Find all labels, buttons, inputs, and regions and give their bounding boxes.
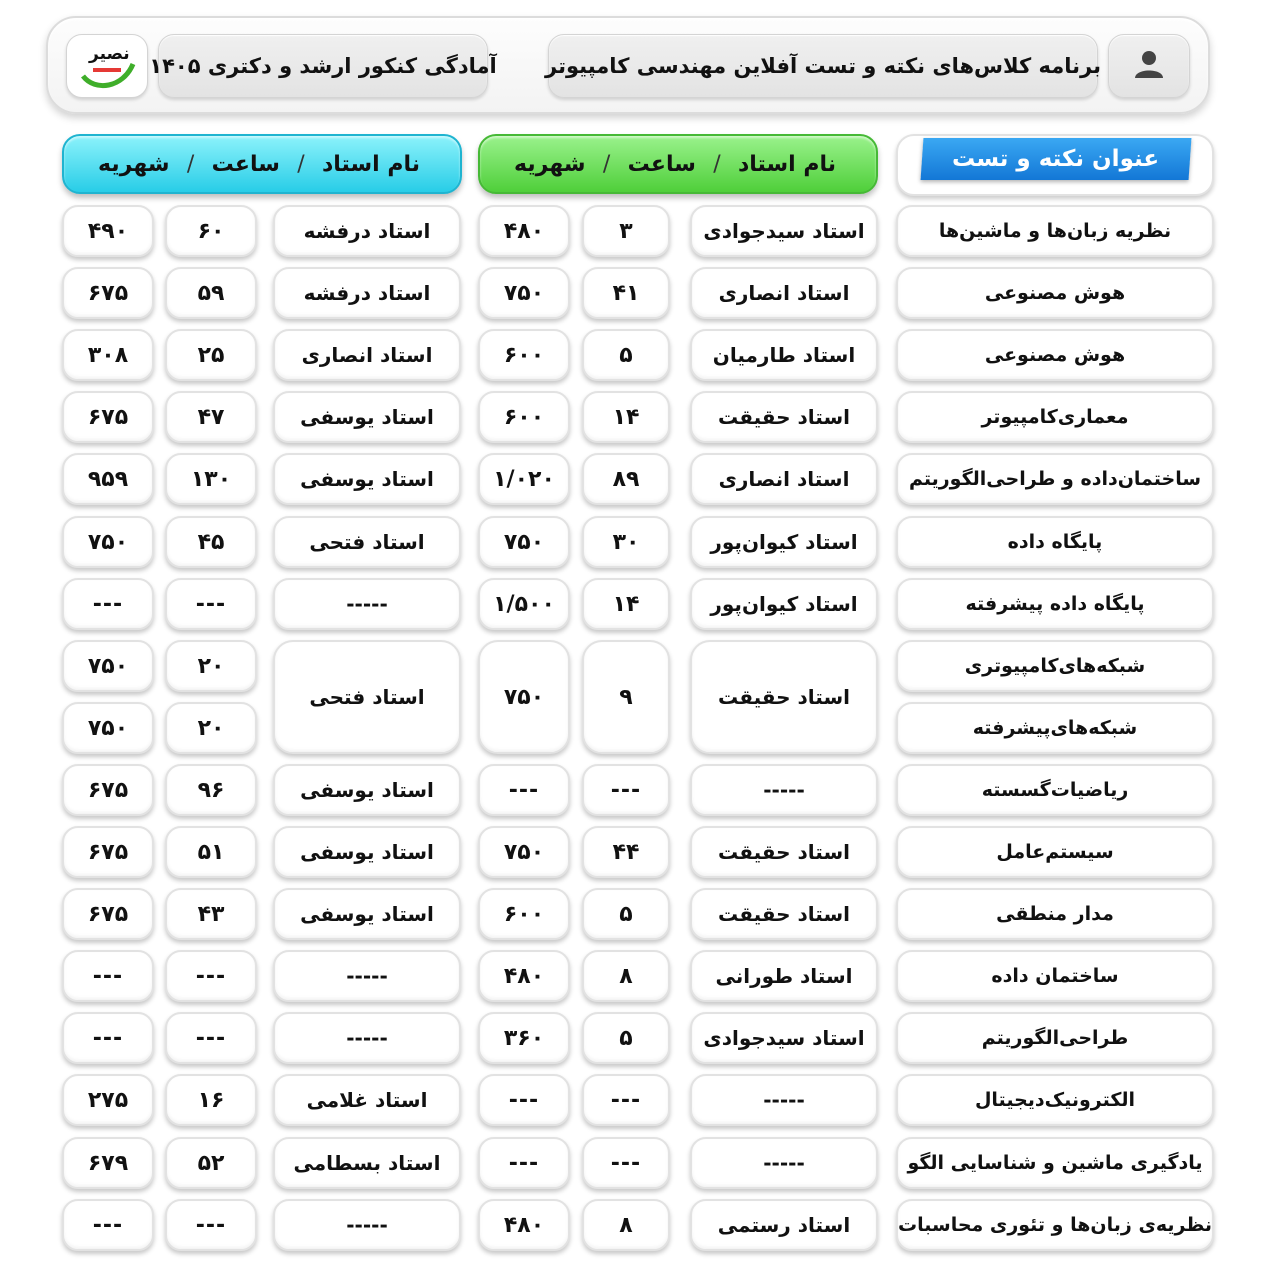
group2-teacher-cell: استاد یوسفی xyxy=(273,826,461,878)
group1-hours-cell: ۴۴ xyxy=(582,826,670,878)
group1-hours-cell: ۸ xyxy=(582,1199,670,1251)
group2-hours-cell: ۱۳۰ xyxy=(165,453,257,505)
group2-teacher-cell: ----- xyxy=(273,1012,461,1064)
group1-header xyxy=(478,134,878,194)
group1-fee-cell: ۶۰۰ xyxy=(478,391,570,443)
group1-fee-cell: --- xyxy=(478,1074,570,1126)
group2-teacher-cell: استاد یوسفی xyxy=(273,453,461,505)
group1-hours-cell: --- xyxy=(582,764,670,816)
group1-fee-cell: ۴۸۰ xyxy=(478,950,570,1002)
group1-sep: / xyxy=(713,151,721,177)
topic-cell: نظریه زبان‌ها و ماشین‌ها xyxy=(896,205,1214,257)
group1-hours-label: ساعت xyxy=(627,151,696,177)
group2-fee-cell: ۶۷۹ xyxy=(62,1137,154,1189)
group2-fee-cell: ۷۵۰ xyxy=(62,640,154,692)
group2-hours-cell: --- xyxy=(165,578,257,630)
group1-teacher-cell: ----- xyxy=(690,764,878,816)
group1-fee-cell: ۶۰۰ xyxy=(478,329,570,381)
group1-fee-cell: ۷۵۰ xyxy=(478,516,570,568)
group2-fee-cell: ۴۹۰ xyxy=(62,205,154,257)
group2-fee-cell: --- xyxy=(62,1012,154,1064)
group2-fee-cell: --- xyxy=(62,950,154,1002)
group1-fee-cell: ۴۸۰ xyxy=(478,1199,570,1251)
topic-cell: پایگاه داده xyxy=(896,516,1214,568)
group2-fee-cell: ۲۷۵ xyxy=(62,1074,154,1126)
topic-cell: مدار منطقی xyxy=(896,888,1214,940)
group1-teacher-cell: استاد انصاری xyxy=(690,267,878,319)
topic-cell: پایگاه داده پیشرفته xyxy=(896,578,1214,630)
group2-teacher-cell: استاد یوسفی xyxy=(273,391,461,443)
group2-hours-cell: --- xyxy=(165,1199,257,1251)
group2-fee-cell: ۶۷۵ xyxy=(62,826,154,878)
group2-fee-cell: ۹۵۹ xyxy=(62,453,154,505)
group1-teacher-cell: استاد سیدجوادی xyxy=(690,1012,878,1064)
group1-teacher-cell: استاد طارمیان xyxy=(690,329,878,381)
group1-hours-cell: ۳۰ xyxy=(582,516,670,568)
group1-hours-cell: ۸۹ xyxy=(582,453,670,505)
topic-cell: ساختمان داده xyxy=(896,950,1214,1002)
group1-hours-cell: ۴۱ xyxy=(582,267,670,319)
topic-cell: هوش مصنوعی xyxy=(896,329,1214,381)
logo-text: نصیر xyxy=(89,44,130,64)
group2-teacher-label: نام استاد xyxy=(321,151,420,177)
group2-hours-cell: ۴۵ xyxy=(165,516,257,568)
group1-hours-cell: ۱۴ xyxy=(582,578,670,630)
group1-teacher-cell: استاد کیوان‌پور xyxy=(690,516,878,568)
topic-cell: یادگیری ماشین و شناسایی الگو xyxy=(896,1137,1214,1189)
group1-teacher-cell: استاد انصاری xyxy=(690,453,878,505)
group2-hours-cell: ۲۰ xyxy=(165,702,257,754)
group1-teacher-cell: استاد کیوان‌پور xyxy=(690,578,878,630)
group2-hours-cell: ۵۹ xyxy=(165,267,257,319)
group2-sep: / xyxy=(297,151,305,177)
group1-fee-cell: ۱/۰۲۰ xyxy=(478,453,570,505)
topic-cell: شبکه‌های‌پیشرفته xyxy=(896,702,1214,754)
topic-header: عنوان نکته و تست xyxy=(921,138,1192,180)
group1-teacher-cell: ----- xyxy=(690,1074,878,1126)
group2-hours-cell: ۲۵ xyxy=(165,329,257,381)
group2-fee-cell: ۶۷۵ xyxy=(62,888,154,940)
group2-fee-cell: ۷۵۰ xyxy=(62,702,154,754)
topic-cell: طراحی‌الگوریتم xyxy=(896,1012,1214,1064)
group2-fee-cell: --- xyxy=(62,1199,154,1251)
logo-box[interactable] xyxy=(66,34,148,98)
group2-teacher-cell: استاد یوسفی xyxy=(273,888,461,940)
topic-cell: هوش مصنوعی xyxy=(896,267,1214,319)
topic-cell: سیستم‌عامل xyxy=(896,826,1214,878)
group2-hours-cell: ۱۶ xyxy=(165,1074,257,1126)
group2-teacher-cell: ----- xyxy=(273,950,461,1002)
group2-fee-cell: ۶۷۵ xyxy=(62,764,154,816)
group2-header xyxy=(62,134,462,194)
group1-teacher-cell: استاد حقیقت xyxy=(690,826,878,878)
group2-hours-cell: ۲۰ xyxy=(165,640,257,692)
group2-teacher-cell: استاد درفشه xyxy=(273,267,461,319)
topic-cell: معماری‌کامپیوتر xyxy=(896,391,1214,443)
group1-hours-cell: ۹ xyxy=(582,640,670,754)
group2-fee-cell: ۳۰۸ xyxy=(62,329,154,381)
group2-teacher-cell: استاد فتحی xyxy=(273,516,461,568)
group2-hours-cell: ۵۱ xyxy=(165,826,257,878)
group1-fee-cell: ۷۵۰ xyxy=(478,826,570,878)
group1-teacher-cell: استاد حقیقت xyxy=(690,640,878,754)
group2-fee-cell: ۷۵۰ xyxy=(62,516,154,568)
group1-hours-cell: ۳ xyxy=(582,205,670,257)
group1-teacher-label: نام استاد xyxy=(737,151,836,177)
group1-hours-cell: ۵ xyxy=(582,1012,670,1064)
group2-fee-cell: ۶۷۵ xyxy=(62,267,154,319)
group2-teacher-cell: ----- xyxy=(273,578,461,630)
group1-fee-cell: ۱/۵۰۰ xyxy=(478,578,570,630)
group1-fee-cell: ۳۶۰ xyxy=(478,1012,570,1064)
group1-hours-cell: ۸ xyxy=(582,950,670,1002)
group1-teacher-cell: استاد حقیقت xyxy=(690,391,878,443)
group2-teacher-cell: استاد فتحی xyxy=(273,640,461,754)
group1-teacher-cell: استاد طورانی xyxy=(690,950,878,1002)
group2-hours-cell: --- xyxy=(165,1012,257,1064)
group1-teacher-cell: ----- xyxy=(690,1137,878,1189)
group1-fee-cell: --- xyxy=(478,764,570,816)
group1-hours-cell: --- xyxy=(582,1137,670,1189)
group1-sep: / xyxy=(602,151,611,177)
group2-teacher-cell: استاد غلامی xyxy=(273,1074,461,1126)
group1-teacher-cell: استاد سیدجوادی xyxy=(690,205,878,257)
group2-hours-label: ساعت xyxy=(211,151,280,177)
group2-hours-cell: ۴۷ xyxy=(165,391,257,443)
topic-cell: نظریه‌ی زبان‌ها و تئوری محاسبات xyxy=(896,1199,1214,1251)
group2-hours-cell: ۶۰ xyxy=(165,205,257,257)
group1-fee-cell: ۶۰۰ xyxy=(478,888,570,940)
group2-fee-cell: ۶۷۵ xyxy=(62,391,154,443)
logo-icon xyxy=(77,42,137,90)
group1-hours-cell: ۵ xyxy=(582,329,670,381)
group1-hours-cell: --- xyxy=(582,1074,670,1126)
program-title: برنامه کلاس‌های نکته و تست آفلاین مهندسی کامپیوتر xyxy=(548,34,1098,98)
group2-sep: / xyxy=(186,151,195,177)
user-button[interactable] xyxy=(1108,34,1190,98)
group1-hours-cell: ۵ xyxy=(582,888,670,940)
program-subtitle: آمادگی کنکور ارشد و دکتری ۱۴۰۵ xyxy=(158,34,488,98)
group1-fee-label: شهریه xyxy=(514,151,586,177)
user-icon xyxy=(1132,49,1166,84)
group2-teacher-cell: ----- xyxy=(273,1199,461,1251)
topic-cell: الکترونیک‌دیجیتال xyxy=(896,1074,1214,1126)
group2-hours-cell: ۴۳ xyxy=(165,888,257,940)
topic-cell: ریاضیات‌گسسته xyxy=(896,764,1214,816)
group2-hours-cell: --- xyxy=(165,950,257,1002)
group1-teacher-cell: استاد رستمی xyxy=(690,1199,878,1251)
group1-teacher-cell: استاد حقیقت xyxy=(690,888,878,940)
group2-fee-label: شهریه xyxy=(98,151,170,177)
group2-teacher-cell: استاد درفشه xyxy=(273,205,461,257)
topic-cell: شبکه‌های‌کامپیوتری xyxy=(896,640,1214,692)
group1-fee-cell: --- xyxy=(478,1137,570,1189)
group2-hours-cell: ۵۲ xyxy=(165,1137,257,1189)
group2-teacher-cell: استاد یوسفی xyxy=(273,764,461,816)
group2-teacher-cell: استاد بسطامی xyxy=(273,1137,461,1189)
group2-hours-cell: ۹۶ xyxy=(165,764,257,816)
group2-teacher-cell: استاد انصاری xyxy=(273,329,461,381)
group1-fee-cell: ۴۸۰ xyxy=(478,205,570,257)
group1-fee-cell: ۷۵۰ xyxy=(478,640,570,754)
topic-cell: ساختمان‌داده و طراحی‌الگوریتم xyxy=(896,453,1214,505)
group1-hours-cell: ۱۴ xyxy=(582,391,670,443)
group2-fee-cell: --- xyxy=(62,578,154,630)
group1-fee-cell: ۷۵۰ xyxy=(478,267,570,319)
